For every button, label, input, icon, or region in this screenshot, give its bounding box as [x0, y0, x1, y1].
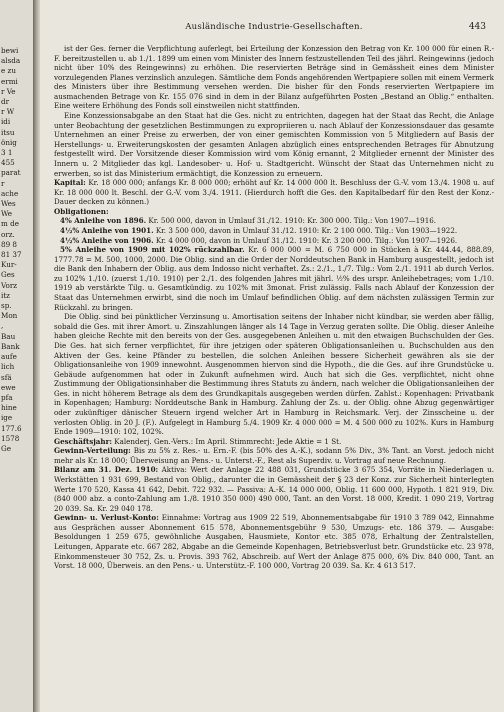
section-heading: Geschäftsjahr:: [54, 436, 113, 446]
paragraph-text: ist der Ges. ferner die Verpflichtung auferlegt, bei Erteilung der Konzession den Betrag von Kr. 100 000 für einen R.-F. bereitzustellen u. ab 1./1. 1899 um einen vom Minister des Innern festzustellenden Teil des jährl. Reingewinns (jedoch nicht über 10% des Reingewinns) zu erhöhen. Die reservierten Beträge sind in Gemässheit eines dem Minister vorzulegenden Planes verzinslich anzulegen. Sämtliche dem Fonds angehörenden Wertpapiere sollen mit einem Vermerk des Ministers über ihre Bestimmung versehen werden. Die bisher für den Fonds reservierten Wertpapiere im ausmachenden Betrage von Kr. 155 076 sind in dem in der Bilanz aufgeführten Posten „Bestand an Oblig.“ enthalten. Eine weitere Erhöhung des Fonds soll einstweilen nicht stattfinden.: [54, 44, 494, 111]
page-number: 443: [468, 22, 486, 32]
previous-page-line: ewe: [1, 382, 16, 392]
previous-page-line: itsu: [1, 127, 15, 137]
previous-page-line: ermi: [1, 76, 18, 86]
previous-page-line: bewi: [1, 46, 19, 55]
section-heading: 4½% Anleihe von 1901.: [60, 225, 154, 235]
paragraph-text: Aktiva: Wert der Anlage 22 488 031, Grundstücke 3 675 354, Vorräte in Niederlagen u. Werkstätten 1 931 699, Bestand von Oblig., darunter die in Gemässheit der § 23 der Konz. zur Sicherheit hinterlegten Werte 170 520, Kassa 41 642, Debit. 722 932. — Passiva: A.-K. 14 000 000, Oblig. 11 600 000, Hypoth. 1 821 919, Div. (840 000 abz. a conto-Zahlung am 1./8. 1910 350 000) 490 000, Tant. an den Vorst. 18 000, Kredit. 1 090 219, Vortrag 20 039. Sa. Kr. 29 040 178.: [54, 465, 495, 513]
previous-page-line: orz.: [1, 229, 15, 239]
paragraph: [54, 216, 494, 226]
previous-page-line: Wes: [1, 199, 16, 209]
section-heading: Bilanz am 31. Dez. 1910:: [54, 465, 159, 475]
section-heading: 4% Anleihe von 1896.: [60, 216, 147, 226]
paragraph: [54, 513, 494, 570]
previous-page-line: sp.: [1, 301, 12, 311]
previous-page-line: r: [1, 178, 5, 188]
paragraph-text: Kr. 18 000 000; anfangs Kr. 8 000 000; erhöht auf Kr. 14 000 000 lt. Beschluss der G.-V. vom 13./4. 1908 u. auf Kr. 18 000 000 lt. Beschl. der G.-V. vom 3./4. 1911. (Hierdurch hofft die Ges. den Kapitalbedarf für den Rest der Konz.-Dauer decken zu können.): [54, 178, 494, 207]
section-heading: 5% Anleihe von 1909 mit 102% rückzahlbar.: [60, 245, 245, 255]
previous-page-line: idi: [1, 117, 11, 127]
previous-page-line: e zu: [1, 66, 16, 76]
paragraph: [54, 44, 494, 111]
previous-page-line: Bau: [1, 331, 16, 341]
previous-page-line: parat: [1, 168, 21, 178]
previous-page-line: itz: [1, 290, 10, 300]
paragraph: [54, 226, 494, 236]
previous-page-line: 177.6: [1, 423, 22, 433]
previous-page-line: 89 8: [1, 239, 18, 249]
previous-page-line: pfa: [1, 392, 13, 402]
section-heading: Kapital:: [54, 178, 86, 188]
previous-page-fragments: [0, 46, 33, 454]
previous-page-line: 1578: [1, 433, 20, 443]
paragraph: [54, 178, 494, 207]
paragraph: [54, 236, 494, 246]
paragraph: [54, 207, 494, 217]
paragraph: [54, 111, 494, 178]
previous-page-line: sfä: [1, 372, 12, 382]
previous-page-line: ,: [1, 321, 4, 331]
paragraph-text: Eine Konzessionsabgabe an den Staat hat die Ges. nicht zu entrichten, dagegen hat der Staat das Recht, die Anlage unter Beobachtung der gesetzlichen Bestimmungen zu expropriieren u. nach Ablauf der Konzessionsdauer das gesamte Unternehmen an einer Preise zu erwerben, der von einer gemischten Kommission von 5 Mitgliedern auf Basis der Herstellungs- u. Erweiterungskosten der gesamten Anlagen abzüglich eines entsprechenden Betrages für Abnutzung festgestellt wird. Der Vorsitzende dieser Kommission wird vom König ernannt, 2 Mitglieder ernennt der Minister des Innern u. 2 Mitglieder das kgl. Landesober- u. Hof- u. Stadtgericht. Wünscht der Staat das Unternehmen nicht zu erwerben, so ist das Ministerium ermächtigt, die Konzession zu erneuern.: [54, 111, 494, 178]
previous-page-line: Ge: [1, 443, 11, 453]
previous-page-line: 455: [1, 158, 15, 168]
previous-page-line: aufe: [1, 352, 17, 362]
previous-page-line: Kur-: [1, 260, 17, 270]
running-title: Ausländische Industrie-Gesellschaften.: [185, 22, 363, 32]
previous-page-line: lich: [1, 362, 15, 372]
section-heading: Gewinn-Verteilung:: [54, 446, 131, 456]
paragraph: [54, 465, 494, 513]
page-header: [52, 22, 496, 36]
previous-page-line: r Ve: [1, 86, 16, 96]
previous-page-line: Vorz: [1, 280, 18, 290]
paragraph-text: Kr. 6 000 000 = M. 6 750 000 in Stücken à Kr. 444.44, 888.89, 1777.78 = M. 500, 1000, 2000. Die Oblig. sind an die Order der Norddeutschen Bank in Hamburg ausgestellt, jedoch ist die Bank den Inhabern der Oblig. aus dem Indosso nicht verhaftet. Zs.: 2./1., 1./7. Tilg.: Vom 2./1. 1911 ab durch Verlos. zu 102% 1./10. (zuerst 1./10. 1910) per 2./1. des folgenden Jahres mit jährl. ½% des urspr. Anleihebetrages; vom 1./10. 1919 ab verstärkte Tilg. u. Gesamtkündig. zu 102% mit 3monat. Frist zulässig. Falls nach Ablauf der Konzession der Staat das Unternehmen erwirbt, sind die noch im Umlauf befindlichen Oblig. auf dem nächsten zulässigen Termin zur Rückzahl. zu bringen.: [54, 245, 494, 312]
paragraph-text: Bis zu 5% z. Res.- u. Ern.-F. (bis 50% des A.-K.), sodann 5% Div., 3% Tant. an Vorst. jedoch nicht mehr als Kr. 18 000; Überweisung an Pens.- u. Unterst.-F., Rest als Superdiv. u. Vortrag auf neue Rechnung.: [54, 446, 494, 465]
paragraph-text: Die Oblig. sind bei pünktlicher Verzinsung u. Amortisation seitens der Inhaber nicht kündbar, sie werden aber fällig, sobald die Ges. mit ihrer Amort. u. Zinszahlungen länger als 14 Tage in Verzug geraten sollte. Die Oblig. dieser Anleihe haben gleiche Rechte mit den bereits von der Ges. ausgegebenen Anleihen u. mit den etwaigen Buchschulden der Ges. Die Ges. hat sich ferner verpflichtet, für ihre jetzigen oder späteren Obligationsanleihen u. Buchschulden aus den Aktiven der Ges. keine Pfänder zu bestellen, die solchen Anleihen bessere Sicherheit gewähren als sie der Obligationsanleihe von 1909 innewohnt. Ausgenommen hiervon sind die Hypoth., die die Ges. auf ihre Grundstücke u. Gebäude aufgenommen hat oder in Zukunft aufnehmen wird. Auch hat sich die Ges. verpflichtet, nicht ohne Zustimmung der Obligationsinhaber die Bestimmung ihres Statuts zu ändern, nach welcher die Obligationsanleihen der Ges. in nicht höherem Betrage als dem des Grundkapitals ausgegeben werden dürfen. Zahlst.: Kopenhagen: Privatbank in Kopenhagen; Hamburg: Norddeutsche Bank in Hamburg. Zahlung der Zs. u. der Oblig. ohne Abzug gegenwärtiger oder zukünftiger dänischer Steuern irgend welcher Art in Hamburg in Reichsmark. Verj. der Zinsscheine u. der verlosten Oblig. in 20 J. (F.). Aufgelegt in Hamburg 5./4. 1909 Kr. 4 000 000 = M. 4 500 000 zu 102%. Kurs in Hamburg Ende 1909—1910: 102, 102%.: [54, 312, 494, 437]
previous-page-line: m de: [1, 219, 19, 229]
previous-page-line: ige: [1, 413, 13, 423]
previous-page-line: dr: [1, 97, 10, 107]
paragraph: [54, 245, 494, 312]
previous-page-line: Mon: [1, 311, 18, 321]
section-heading: 4½% Anleihe von 1906.: [60, 235, 154, 245]
previous-page-strip: [0, 0, 33, 712]
previous-page-line: Ges: [1, 270, 15, 280]
section-heading: Obligationen:: [54, 206, 109, 216]
previous-page-line: 3 1: [1, 148, 13, 158]
previous-page-line: Bank: [1, 341, 20, 351]
paragraph-text: Kr. 500 000, davon in Umlauf 31./12. 1910: Kr. 300 000. Tilg.: Von 1907—1916.: [146, 216, 437, 226]
body-text: [54, 44, 494, 571]
previous-page-line: r W: [1, 107, 15, 117]
paragraph-text: Kr. 4 000 000, davon in Umlauf 31./12. 1910: Kr. 3 200 000. Tilg.: Von 1907—1926.: [153, 235, 458, 245]
previous-page-line: 81 37: [1, 250, 22, 260]
paragraph-text: Kalenderj. Gen.-Vers.: Im April. Stimmrecht: Jede Aktie = 1 St.: [112, 436, 342, 446]
paragraph: [54, 437, 494, 447]
previous-page-line: We: [1, 209, 13, 219]
paragraph: [54, 446, 494, 465]
section-heading: Gewinn- u. Verlust-Konto:: [54, 513, 159, 523]
previous-page-line: hine: [1, 403, 17, 413]
paragraph-text: Kr. 3 500 000, davon in Umlauf 31./12. 1910: Kr. 2 100 000. Tilg.: Von 1903—1922.: [153, 225, 458, 235]
previous-page-line: önig: [1, 137, 17, 147]
paragraph: [54, 312, 494, 437]
previous-page-line: alsda: [1, 56, 21, 66]
paragraph-text: Einnahme: Vortrag aus 1909 22 519, Abonnementsabgabe für 1910 3 789 042, Einnahme aus Gesprächen ausser Abonnement 615 578, Abonnementsgebühr 9 530, Umzugs- etc. 186 379. — Ausgabe: Besoldungen 1 259 675, gewöhnliche Ausgaben, Hausmiete, Kontor etc. 385 078, Erhaltung der Zentralstellen, Leitungen, Apparate etc. 667 282, Abgabe an die Gemeinde Kopenhagen, Betriebsverlust betr. Grundstücke etc. 23 978, Einkommensteuer 30 752, Zs. u. Provis. 393 762, Abschreib. auf Wert der Anlage 875 000, 6% Div. 840 000, Tant. an Vorst. 18 000, Überweis. an den Pens.- u. Unterstütz.-F. 100 000, Vortrag 20 039. Sa. Kr. 4 613 517.: [54, 513, 494, 571]
previous-page-line: ache: [1, 188, 19, 198]
book-spine-shadow: [33, 0, 40, 712]
